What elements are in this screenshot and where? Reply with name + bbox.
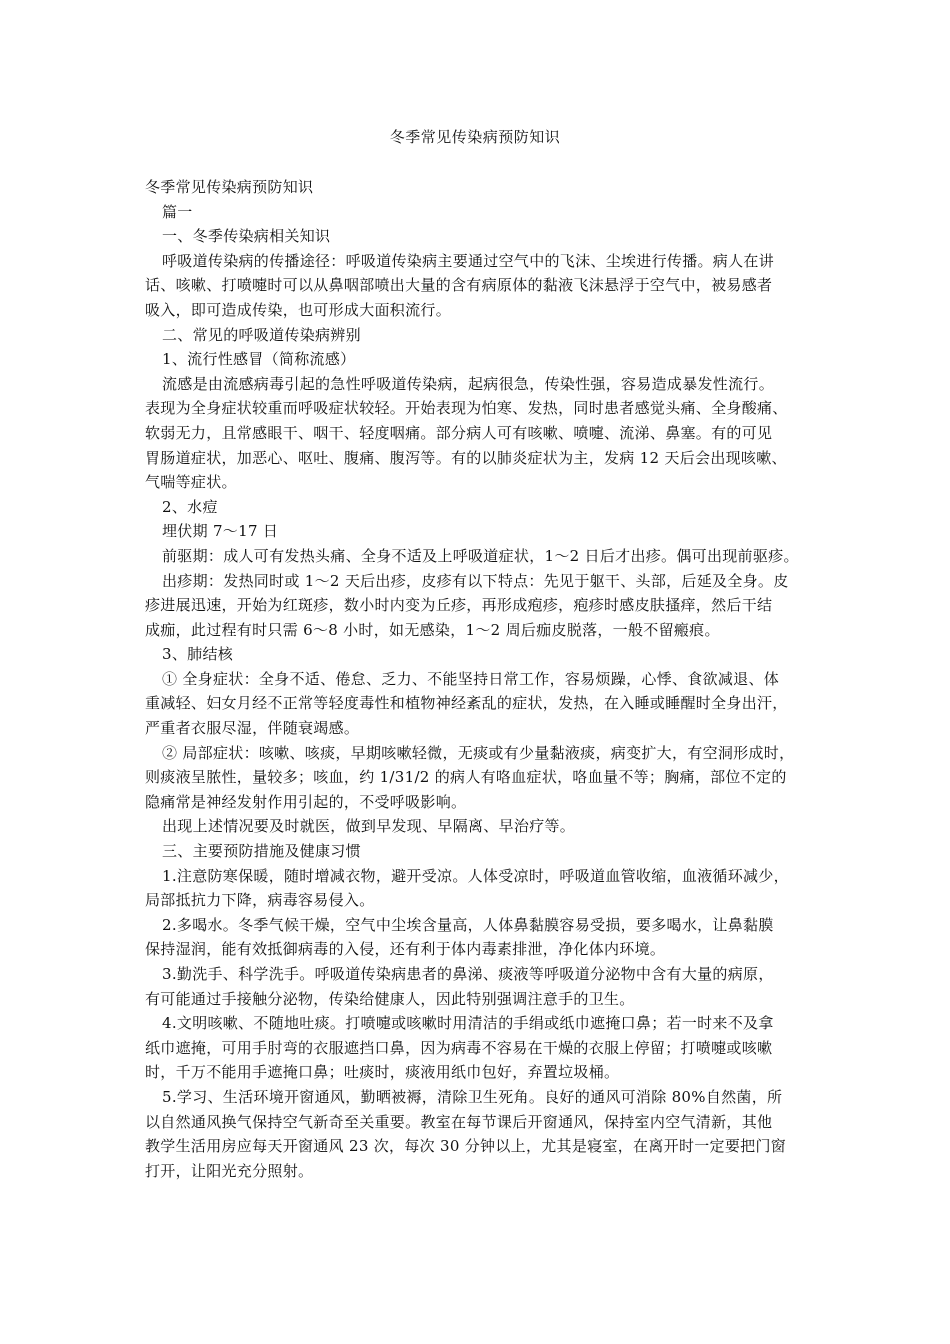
text-line: 话、咳嗽、打喷嚏时可以从鼻咽部喷出大量的含有病原体的黏液飞沫悬浮于空气中，被易感者 [145,276,773,295]
text-line: 纸巾遮掩，可用手肘弯的衣服遮挡口鼻，因为病毒不容易在干燥的衣服上停留；打喷嚏或咳嗽 [145,1038,773,1057]
text-line: 5.学习、生活环境开窗通风，勤晒被褥，清除卫生死角。良好的通风可消除 80%自然菌，所 [162,1087,783,1106]
text-line: 呼吸道传染病的传播途径：呼吸道传染病主要通过空气中的飞沫、尘埃进行传播。病人在讲 [162,251,775,270]
text-line: 胃肠道症状，加恶心、呕吐、腹痛、腹泻等。有的以肺炎症状为主，发病 12 天后会出现咳嗽、 [145,448,787,467]
text-line: 一、冬季传染病相关知识 [162,227,331,246]
text-line: 前驱期：成人可有发热头痛、全身不适及上呼吸道症状，1～2 日后才出疹。偶可出现前驱疹。 [162,546,799,565]
text-line: 气喘等症状。 [145,473,237,492]
text-line: 2.多喝水。冬季气候干燥，空气中尘埃含量高，人体鼻黏膜容易受损，要多喝水，让鼻黏膜 [162,915,774,934]
text-line: 隐痛常是神经发射作用引起的，不受呼吸影响。 [145,792,467,811]
text-line: 埋伏期 7～17 日 [162,522,279,541]
text-line: 1、流行性感冒（简称流感） [162,350,356,369]
document-body [145,175,815,1183]
text-line: 局部抵抗力下降，病毒容易侵入。 [145,891,375,910]
text-line: 则痰液呈脓性，量较多；咳血，约 1/31/2 的病人有咯血症状，咯血量不等；胸痛，部位不定的 [145,768,787,787]
text-line: 流感是由流感病毒引起的急性呼吸道传染病，起病很急，传染性强，容易造成暴发性流行。 [162,374,775,393]
text-line: 时，千万不能用手遮掩口鼻；吐痰时，痰液用纸巾包好，弃置垃圾桶。 [145,1063,620,1082]
text-line: ② 局部症状：咳嗽、咳痰，早期咳嗽轻微，无痰或有少量黏液痰，病变扩大，有空洞形成时， [162,743,795,762]
text-line: 打开，让阳光充分照射。 [145,1161,314,1180]
text-line: 吸入，即可造成传染，也可形成大面积流行。 [145,300,452,319]
text-line: 出现上述情况要及时就医，做到早发现、早隔离、早治疗等。 [162,817,576,836]
text-line: 4.文明咳嗽、不随地吐痰。打喷嚏或咳嗽时用清洁的手绢或纸巾遮掩口鼻；若一时来不及拿 [162,1014,774,1033]
text-line: 表现为全身症状较重而呼吸症状较轻。开始表现为怕寒、发热，同时患者感觉头痛、全身酸痛、 [145,399,788,418]
text-line: 3.勤洗手、科学洗手。呼吸道传染病患者的鼻涕、痰液等呼吸道分泌物中含有大量的病原， [162,965,774,983]
text-line: 3、肺结核 [162,645,234,664]
text-line: 2、水痘 [162,497,218,516]
text-line: 有可能通过手接触分泌物，传染给健康人，因此特别强调注意手的卫生。 [145,989,635,1008]
text-line: 严重者衣服尽湿，伴随衰竭感。 [145,719,360,738]
text-line: 篇一 [162,202,193,221]
text-line: 冬季常见传染病预防知识 [145,178,314,196]
text-line: 三、主要预防措施及健康习惯 [162,842,361,861]
text-line: 保持湿润，能有效抵御病毒的入侵，还有利于体内毒素排泄，净化体内环境。 [145,940,666,959]
text-line: 以自然通风换气保持空气新奇至关重要。教室在每节课后开窗通风，保持室内空气清新，其他 [145,1112,773,1131]
text-line: 成痂，此过程有时只需 6～8 小时，如无感染，1～2 周后痂皮脱落，一般不留瘢痕。 [145,620,720,639]
text-line: 软弱无力，且常感眼干、咽干、轻度咽痛。部分病人可有咳嗽、喷嚏、流涕、鼻塞。有的可见 [145,423,773,442]
text-line: 二、常见的呼吸道传染病辨别 [162,325,361,344]
text-line: 重减轻、妇女月经不正常等轻度毒性和植物神经紊乱的症状，发热，在入睡或睡醒时全身出汗， [145,694,788,713]
document-title: 冬季常见传染病预防知识 [389,128,561,146]
text-line: 出疹期：发热同时或 1～2 天后出疹，皮疹有以下特点：先见于躯干、头部，后延及全身。皮 [162,571,789,590]
text-line: 1.注意防寒保暖，随时增减衣物，避开受凉。人体受凉时，呼吸道血管收缩，血液循环减少， [162,866,789,885]
text-line: 教学生活用房应每天开窗通风 23 次，每次 30 分钟以上，尤其是寝室，在离开时一定要把门窗 [145,1137,787,1156]
text-line: ① 全身症状：全身不适、倦怠、乏力、不能坚持日常工作，容易烦躁，心悸、食欲减退、体 [162,669,780,688]
text-line: 疹进展迅速，开始为红斑疹，数小时内变为丘疹，再形成疱疹，疱疹时感皮肤搔痒，然后干结 [145,596,773,615]
